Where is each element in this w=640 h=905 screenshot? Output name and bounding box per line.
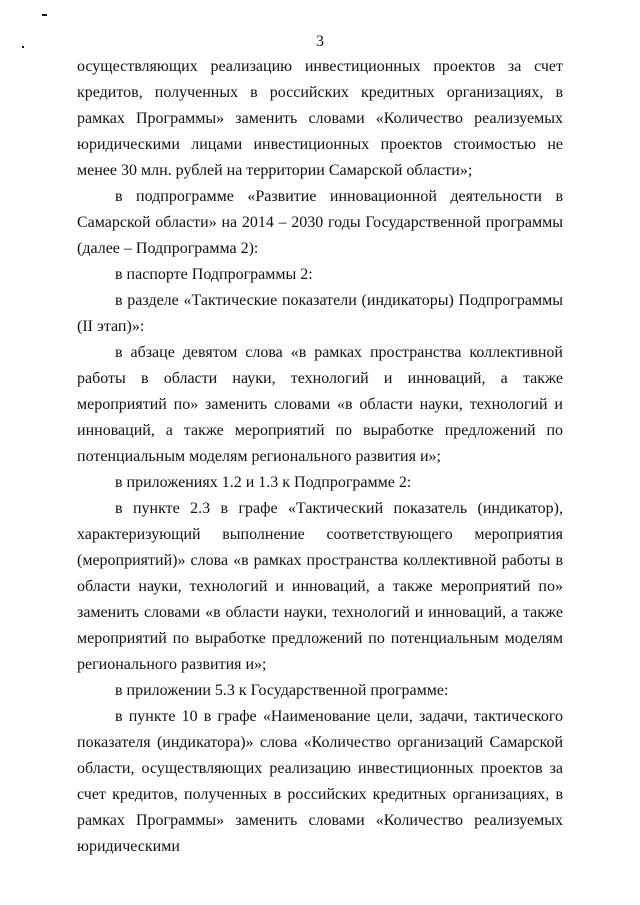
- paragraph: в приложении 5.3 к Государственной программе:: [115, 682, 449, 699]
- paragraph: осуществляющих реализацию инвестиционных проектов за счет кредитов, полученных в российских кредитных организациях, в рамках Программы» заменить словами «Количество реализуемых юридическими лицами инвестиционных проектов стоимостью не менее 30 млн. рублей на территории Самарской области»;: [77, 58, 563, 179]
- page-number: 3: [316, 33, 324, 50]
- paragraph: в пункте 2.3 в графе «Тактический показатель (индикатор), характеризующий выполнение соответствующего мероприятия (мероприятий)» слова «в рамках пространства коллективной работы в области науки, технологий и инноваций, а также мероприятий по» заменить словами «в области науки, технологий и инноваций, а также мероприятий по выработке предложений по потенциальным моделям регионального развития и»;: [77, 500, 563, 673]
- document-body: [77, 54, 563, 860]
- paragraph: в паспорте Подпрограммы 2:: [115, 266, 313, 283]
- paragraph: в подпрограмме «Развитие инновационной деятельности в Самарской области» на 2014 – 2030 годы Государственной программы (далее – Подпрограмма 2):: [77, 188, 563, 257]
- paragraph: в разделе «Тактические показатели (индикаторы) Подпрограммы (II этап)»:: [77, 292, 563, 335]
- paragraph: в приложениях 1.2 и 1.3 к Подпрограмме 2:: [115, 474, 412, 491]
- paragraph: в пункте 10 в графе «Наименование цели, задачи, тактического показателя (индикатора)» слова «Количество организаций Самарской области, осуществляющих реализацию инвестиционных проектов за счет кредитов, полученных в российских кредитных организациях, в рамках Программы» заменить словами «Количество реализуемых юридическими: [77, 708, 563, 855]
- scan-speck: [42, 14, 47, 16]
- paragraph: в абзаце девятом слова «в рамках пространства коллективной работы в области науки, технологий и инноваций, а также мероприятий по» заменить словами «в области науки, технологий и инноваций, а также мероприятий по выработке предложений по потенциальным моделям регионального развития и»;: [77, 344, 563, 465]
